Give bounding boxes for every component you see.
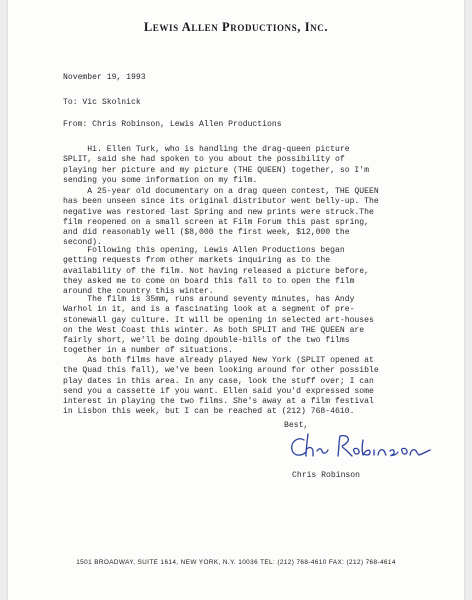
body-paragraph-2: A 25-year old documentary on a drag queen contest, THE QUEEN has been unseen since its original distributor went belly-up. The negative was restored last Spring and new prints were struck.The film reopened on a small screen at Film Forum this past spring, and did reasonably well ($8,000 the first week, $12,000 the second). [63,187,379,248]
closing-valediction: Best, [284,421,309,430]
body-paragraph-1: Hi. Ellen Turk, who is handling the drag-queen picture SPLIT, said she had spoken to you about the possibility of playing her picture and my picture (THE QUEEN) together, so I'm sending you some information on my film. [63,145,369,185]
handwritten-signature [286,430,436,464]
letter-date: November 19, 1993 [63,73,146,82]
letterhead-footer-address: 1501 BROADWAY, SUITE 1614, NEW YORK, N.Y. 10036 TEL: (212) 768-4610 FAX: (212) 768-4614 [76,559,396,566]
letter-from: From: Chris Robinson, Lewis Allen Productions [63,120,282,129]
letter-page [8,0,464,600]
body-paragraph-5: As both films have already played New York (SPLIT opened at the Quad this fall), we've been looking around for other possible play dates in this area. In any case, look the stuff over; I can send you a cassette if you want. Ellen said you'd expressed some interest in playing the two films. She's away at a film festival in Lisbon this week, but I can be reached at (212) 768-4610. [63,356,379,417]
body-paragraph-4: The film is 35mm, runs around seventy minutes, has Andy Warhol in it, and is a fascinating look at a segment of pre- stonewall gay culture. It will be opening in selected art-houses on the West Coast this winter. As both SPLIT and THE QUEEN are fairly short, we'll be doing dpouble-bills of the two films together in a number of situations. [63,295,374,356]
letterhead-company: Lewis Allen Productions, Inc. [143,20,329,34]
closing-name: Chris Robinson [292,471,360,480]
letter-to: To: Vic Skolnick [63,98,141,107]
body-paragraph-3: Following this opening, Lewis Allen Productions began getting requests from other markets inquiring as to the availability of the film. Not having released a picture before, they asked me to come on board this fall to to open the film around the country this winter. [63,246,369,297]
